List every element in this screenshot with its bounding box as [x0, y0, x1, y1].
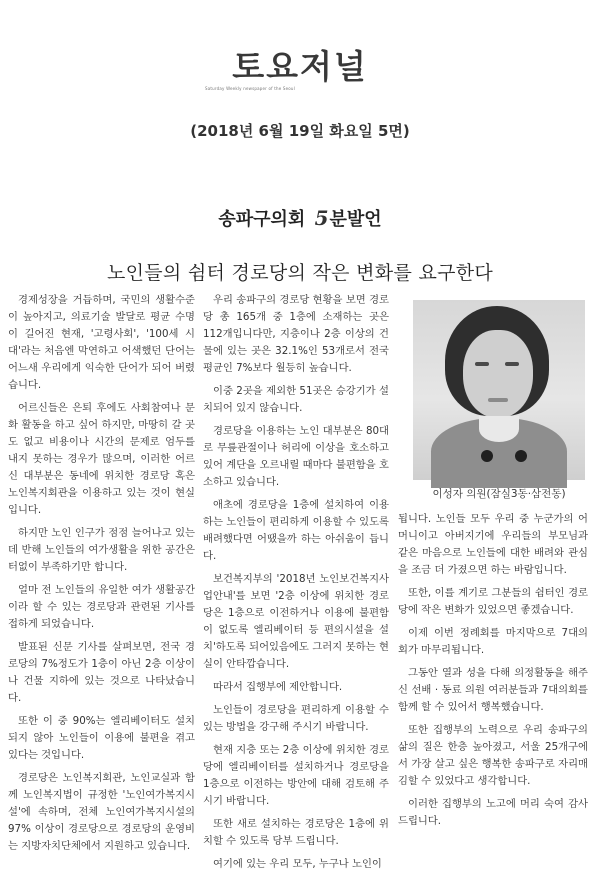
section-heading-prefix: 송파구의회 [218, 209, 306, 230]
article-paragraph: 또한, 이를 계기로 그분들의 쉼터인 경로당에 작은 변화가 있었으면 좋겠습니다. [398, 587, 588, 616]
article-paragraph: 경로당을 이용하는 노인 대부분은 80대로 무릎관절이나 허리에 이상을 호소하고 있어 계단을 오르내릴 때마다 불편함을 호소하고 있습니다. [203, 425, 389, 488]
masthead [0, 48, 600, 86]
article-paragraph: 경제성장을 거듭하며, 국민의 생활수준이 높아지고, 의료기술 발달로 평균 수명이 길어진 현재, '고령사회', '100세 시대'라는 처음엔 막연하고 어색했던 단어는 어느새 우리에게 익숙한 단어가 되어 버렸습니다. [8, 294, 195, 391]
article-paragraph: 애초에 경로당을 1층에 설치하여 이용하는 노인들이 편리하게 이용할 수 있도록 배려했다면 어땠을까 하는 아쉬움이 듭니다. [203, 499, 389, 562]
article-paragraph: 우리 송파구의 경로당 현황을 보면 경로당 총 165개 중 1층에 소재하는 곳은 112개입니다만, 지층이나 2층 이상의 건물에 있는 곳은 32.1%인 53개로서 전국 평균인 7%보다 월등히 높습니다. [203, 294, 389, 374]
publication-dateline: (2018년 6월 19일 화요일 5면) [190, 122, 410, 140]
newspaper-title: 토요저널 [232, 47, 368, 86]
article-paragraph: 하지만 노인 인구가 점점 늘어나고 있는데 반해 노인들의 여가생활을 위한 공간은 터없이 부족하기만 합니다. [8, 527, 195, 573]
article-paragraph: 발표된 신문 기사를 살펴보면, 전국 경로당의 7%정도가 1층이 아닌 2층 이상이나 건물 지하에 있는 것으로 나타났습니다. [8, 641, 195, 704]
article-paragraph: 현재 지층 또는 2층 이상에 위치한 경로당에 엘리베이터를 설치하거나 경로당을 1층으로 이전하는 방안에 대해 검토해 주시기 바랍니다. [203, 744, 389, 807]
article-paragraph: 노인들이 경로당을 편리하게 이용할 수 있는 방법을 강구해 주시기 바랍니다. [203, 704, 389, 733]
article-headline: 노인들의 쉼터 경로당의 작은 변화를 요구한다 [106, 262, 494, 284]
article-paragraph: 어르신들은 은퇴 후에도 사회참여나 문화 활동을 하고 싶어 하지만, 마땅히 갈 곳도 없고 비용이나 시간의 문제로 엄두를 내지 못하는 경우가 많으며, 이러한 어르신 대부분은 동네에 위치한 경로당 혹은 노인복지회관을 이용하고 있는 것이 현실입니다. [8, 402, 195, 516]
article-column-3 [398, 511, 588, 827]
article-column-1 [8, 292, 195, 852]
article-column-2 [203, 292, 389, 870]
section-heading-number: 5 [314, 206, 329, 230]
newspaper-subtitle: Saturday Weekly newspaper of the Seoul [205, 86, 295, 91]
article-paragraph: 얼마 전 노인들의 유일한 여가 생활공간이라 할 수 있는 경로당과 관련된 기사를 접하게 되었습니다. [8, 584, 195, 630]
article-paragraph: 또한 집행부의 노력으로 우리 송파구의 삶의 질은 한층 높아졌고, 서울 25개구에서 가장 살고 싶은 행복한 송파구로 자리매김할 수 있었다고 생각합니다. [398, 724, 588, 787]
section-heading-suffix: 분발언 [329, 209, 382, 230]
article-paragraph: 또한 이 중 90%는 엘리베이터도 설치되지 않아 노인들이 이용에 불편을 겪고 있다는 것입니다. [8, 715, 195, 761]
article-paragraph: 따라서 집행부에 제안합니다. [213, 681, 343, 693]
article-paragraph: 이제 이번 정례회를 마지막으로 7대의 회가 마무리됩니다. [398, 627, 588, 656]
councilor-photo [413, 300, 585, 480]
article-paragraph: 또한 새로 설치하는 경로당은 1층에 위치할 수 있도록 당부 드립니다. [203, 818, 389, 847]
section-heading [0, 205, 600, 231]
article-paragraph: 됩니다. 노인들 모두 우리 중 누군가의 어머니이고 아버지기에 우리들의 부모님과 같은 마음으로 노인들에 대한 배려와 관심을 조금 더 가졌으면 하는 바람입니다. [398, 513, 588, 576]
article-paragraph: 이러한 집행부의 노고에 머리 숙여 감사드립니다. [398, 798, 588, 827]
article-paragraph: 경로당은 노인복지회관, 노인교실과 함께 노인복지법이 규정한 '노인여가복지시설'에 속하며, 전체 노인여가복지시설의 97% 이상이 경로당으로 경로당의 운영비는 지방자치단체에서 지원하고 있습니다. [8, 772, 195, 852]
article-paragraph: 이중 2곳을 제외한 51곳은 승강기가 설치되어 있지 않습니다. [203, 385, 389, 414]
photo-caption: 이성자 의원(잠실3동·삼전동) [432, 488, 566, 500]
article-paragraph: 보건복지부의 '2018년 노인보건복지사업안내'를 보면 '2층 이상에 위치한 경로당은 1층으로 이전하거나 이용에 불편함이 없도록 엘리베이터 등 편의시설을 설치'하도록 되어있음에도 그러지 못하는 현실이 안타깝습니다. [203, 573, 389, 670]
article-paragraph: 여기에 있는 우리 모두, 누구나 노인이 [213, 858, 382, 870]
article-paragraph: 그동안 열과 성을 다해 의정활동을 해주신 선배 · 동료 의원 여러분들과 7대의회를 함께 할 수 있어서 행복했습니다. [398, 667, 588, 713]
